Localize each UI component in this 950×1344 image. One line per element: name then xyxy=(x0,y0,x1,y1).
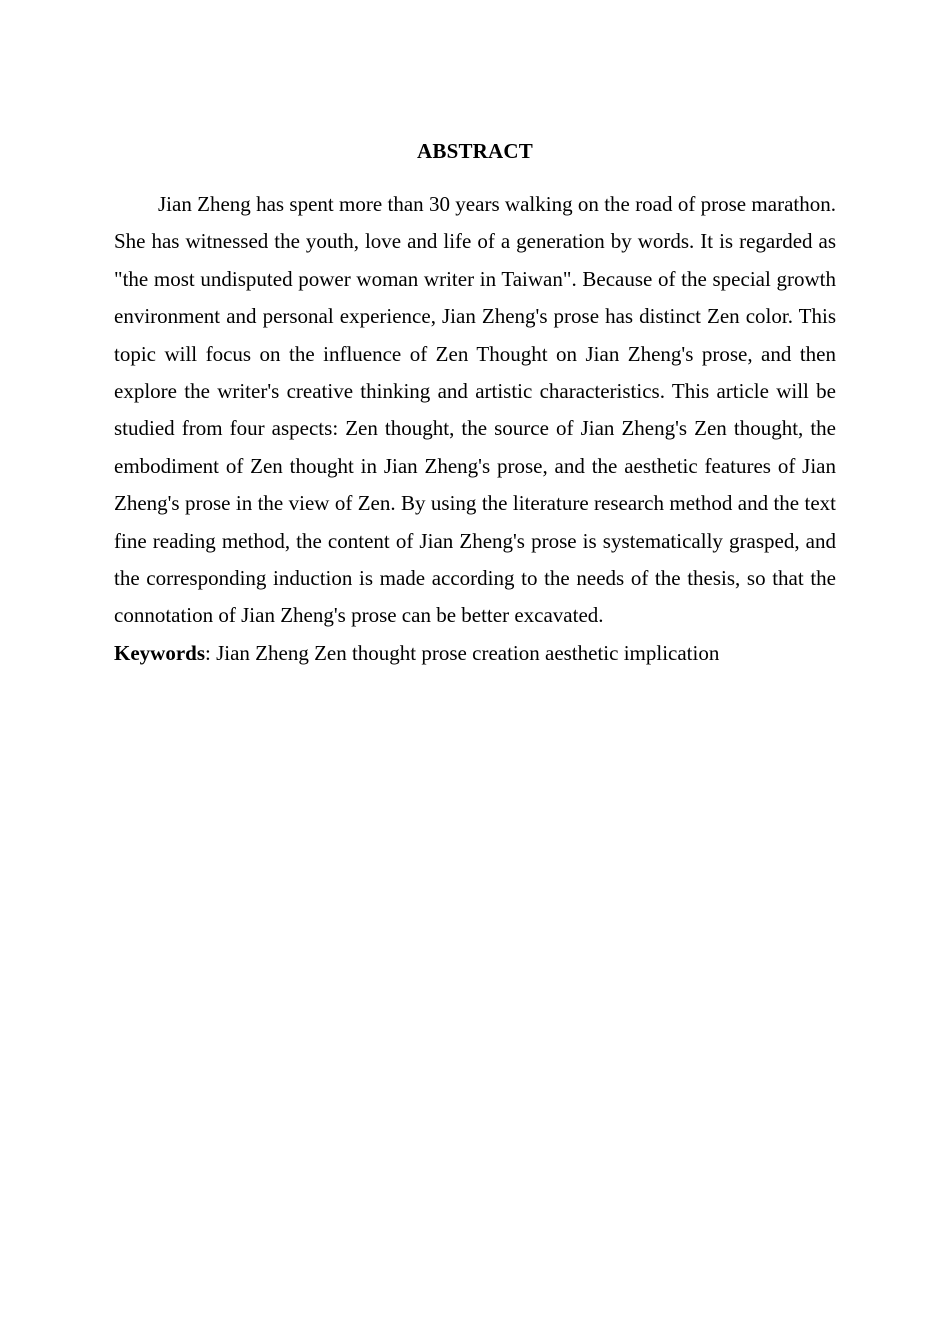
keywords-line xyxy=(114,635,836,672)
abstract-heading: ABSTRACT xyxy=(417,139,533,163)
abstract-paragraph: Jian Zheng has spent more than 30 years walking on the road of prose marathon. She has witnessed the youth, love and life of a generation by words. It is regarded as "the most undisputed power woman writer in Taiwan". Because of the special growth environment and personal experience, Jian Zheng's prose has distinct Zen color. This topic will focus on the influence of Zen Thought on Jian Zheng's prose, and then explore the writer's creative thinking and artistic characteristics. This article will be studied from four aspects: Zen thought, the source of Jian Zheng's Zen thought, the embodiment of Zen thought in Jian Zheng's prose, and the aesthetic features of Jian Zheng's prose in the view of Zen. By using the literature research method and the text fine reading method, the content of Jian Zheng's prose is systematically grasped, and the corresponding induction is made according to the needs of the thesis, so that the connotation of Jian Zheng's prose can be better excavated. xyxy=(114,192,836,628)
keywords-separator: : xyxy=(205,640,217,665)
abstract-section xyxy=(114,136,836,672)
keywords-text: Jian Zheng Zen thought prose creation aesthetic implication xyxy=(216,640,720,665)
keywords-label: Keywords xyxy=(114,640,205,665)
